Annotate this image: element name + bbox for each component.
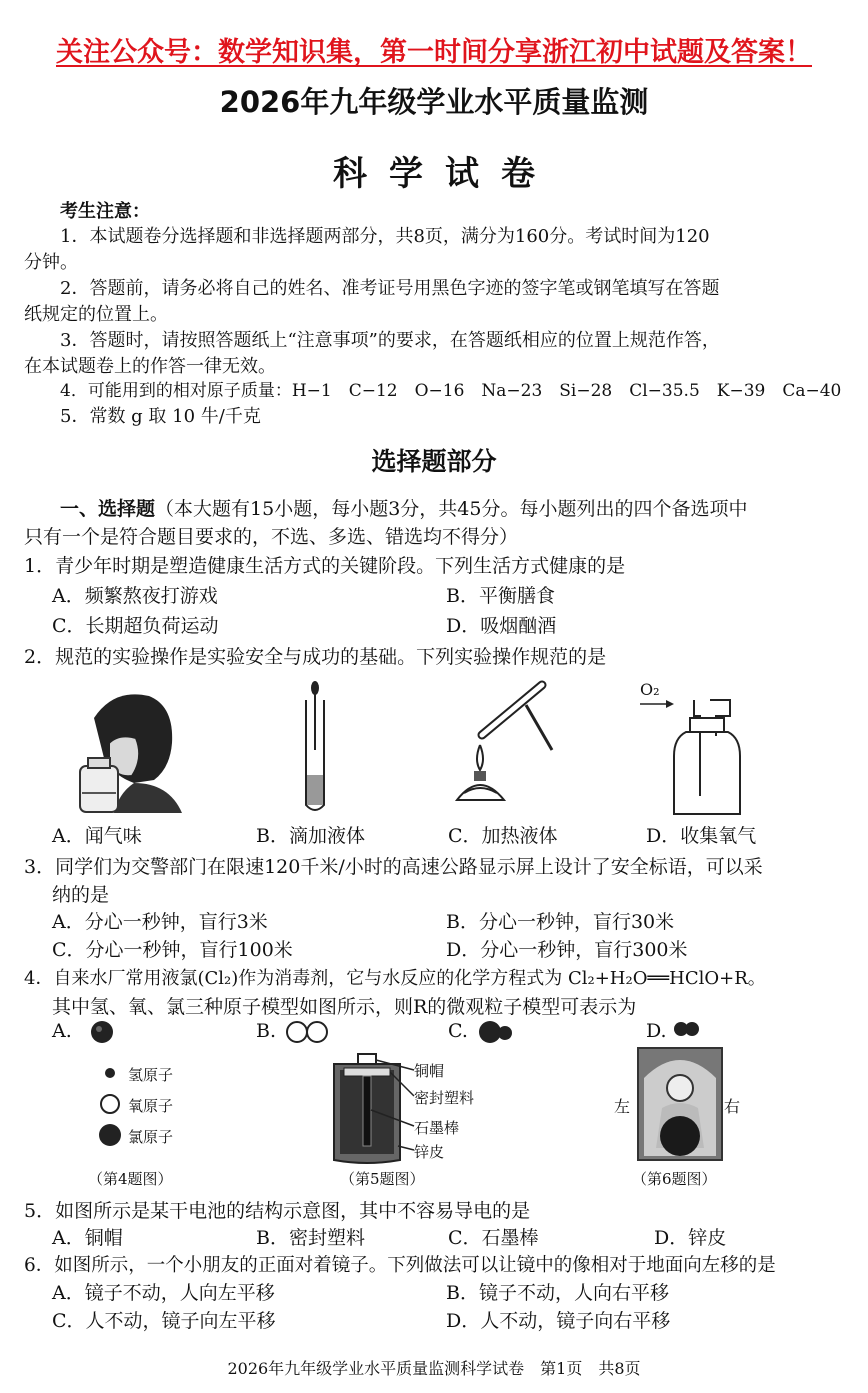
q2-option-d: D．收集氧气 [646, 825, 757, 847]
note-1-cont: 分钟。 [24, 252, 78, 273]
q4-option-c: C. [448, 1020, 468, 1042]
note-5: 5．常数 g 取 10 牛/千克 [60, 406, 261, 427]
q3-option-d: D．分心一秒钟，盲行300米 [446, 939, 688, 961]
q4-option-b: B. [256, 1020, 277, 1042]
fig4-legend-chlorine: 氯原子 [128, 1128, 174, 1146]
q4-model-d [672, 1020, 702, 1040]
q2-figure-smell [74, 688, 184, 813]
q5-option-c: C．石墨棒 [448, 1227, 539, 1249]
q4-option-a: A. [52, 1020, 72, 1042]
q2-figure-heating [452, 675, 552, 815]
fig6-caption: （第6题图） [632, 1170, 717, 1188]
q5-option-d: D．锌皮 [654, 1227, 727, 1249]
q6-stem: 6．如图所示，一个小朋友的正面对着镜子。下列做法可以让镜中的像相对于地面向左移的是 [24, 1255, 776, 1276]
q3-option-a: A．分心一秒钟，盲行3米 [52, 911, 268, 933]
section-intro-text: （本大题有15小题，每小题3分，共45分。每小题列出的四个备选项中 [155, 498, 748, 520]
q1-option-a: A．频繁熬夜打游戏 [52, 585, 218, 607]
section-intro-cont: 只有一个是符合题目要求的，不选、多选、错选均不得分） [24, 526, 519, 548]
q3-option-c: C．分心一秒钟，盲行100米 [52, 939, 293, 961]
promo-banner: 关注公众号：数学知识集，第一时间分享浙江初中试题及答案！ [56, 37, 812, 68]
note-2: 2．答题前，请务必将自己的姓名、准考证号用黑色字迹的签字笔或钢笔填写在答题 [60, 278, 720, 299]
section-title: 选择题部分 [371, 447, 497, 476]
fig5-label-zinc: 锌皮 [414, 1143, 445, 1161]
q1-option-c: C．长期超负荷运动 [52, 615, 219, 637]
q2-option-c: C．加热液体 [448, 825, 558, 847]
fig4-legend-oxygen: 氧原子 [128, 1097, 174, 1115]
fig4-legend-hydrogen: 氢原子 [128, 1066, 174, 1084]
q3-option-b: B．分心一秒钟，盲行30米 [446, 911, 675, 933]
q4-stem: 4．自来水厂常用液氯(Cl₂)作为消毒剂，它与水反应的化学方程式为 Cl₂+H₂O══HClO+R。 [24, 968, 766, 989]
note-1: 1．本试题卷分选择题和非选择题两部分，共8页，满分为160分。考试时间为120 [60, 226, 710, 247]
q4-model-c [478, 1020, 518, 1044]
exam-title: 2026年九年级学业水平质量监测 [219, 85, 649, 119]
q4-model-b [286, 1020, 332, 1044]
q4-option-d: D. [646, 1020, 667, 1042]
fig4-caption: （第4题图） [88, 1170, 173, 1188]
fig5-label-plastic: 密封塑料 [414, 1089, 475, 1107]
note-4: 4．可能用到的相对原子质量：H−1 C−12 O−16 Na−23 Si−28 Cl−35.5 K−39 Ca−40 [60, 381, 842, 401]
fig6-mirror-photo [638, 1048, 722, 1160]
section-intro [60, 494, 747, 521]
q5-option-b: B．密封塑料 [256, 1227, 365, 1249]
q4-model-a [90, 1020, 120, 1044]
q4-stem-cont: 其中氢、氧、氯三种原子模型如图所示，则R的微观粒子模型可表示为 [52, 996, 637, 1018]
page-footer: 2026年九年级学业水平质量监测科学试卷 第1页 共8页 [227, 1359, 641, 1378]
fig5-battery-diagram [330, 1050, 410, 1165]
fig6-label-right: 右 [724, 1097, 741, 1116]
fig5-label-graphite: 石墨棒 [414, 1119, 460, 1137]
q3-stem: 3．同学们为交警部门在限速120千米/小时的高速公路显示屏上设计了安全标语，可以采 [24, 856, 763, 878]
q1-option-b: B．平衡膳食 [446, 585, 555, 607]
fig5-caption: （第5题图） [340, 1170, 425, 1188]
fig4-legend-atoms [100, 1064, 124, 1154]
note-2-cont: 纸规定的位置上。 [24, 304, 168, 325]
q6-option-b: B．镜子不动，人向右平移 [446, 1282, 669, 1304]
q1-stem: 1．青少年时期是塑造健康生活方式的关键阶段。下列生活方式健康的是 [24, 555, 626, 577]
note-3-cont: 在本试题卷上的作答一律无效。 [24, 356, 276, 377]
fig6-label-left: 左 [614, 1097, 631, 1116]
section-intro-bold: 一、选择题 [60, 498, 156, 520]
q2-stem: 2．规范的实验操作是实验安全与成功的基础。下列实验操作规范的是 [24, 646, 607, 668]
note-3: 3．答题时，请按照答题纸上“注意事项”的要求，在答题纸相应的位置上规范作答， [60, 330, 720, 351]
q6-option-d: D．人不动，镜子向右平移 [446, 1310, 671, 1332]
q2-figure-gas-bottle [640, 696, 750, 816]
q2-option-b: B．滴加液体 [256, 825, 365, 847]
q6-option-c: C．人不动，镜子向左平移 [52, 1310, 276, 1332]
fig5-label-copper-cap: 铜帽 [414, 1062, 445, 1080]
q2-o2-label: O₂ [640, 680, 660, 699]
q5-stem: 5．如图所示是某干电池的结构示意图，其中不容易导电的是 [24, 1200, 531, 1222]
q5-option-a: A．铜帽 [52, 1227, 123, 1249]
q6-option-a: A．镜子不动，人向左平移 [52, 1282, 275, 1304]
q3-stem-cont: 纳的是 [52, 884, 110, 906]
q1-option-d: D．吸烟酗酒 [446, 615, 557, 637]
q2-figure-dropper [300, 680, 330, 815]
subject-title: 科学试卷 [333, 154, 557, 194]
q2-option-a: A．闻气味 [52, 825, 142, 847]
notes-heading: 考生注意： [60, 201, 150, 222]
